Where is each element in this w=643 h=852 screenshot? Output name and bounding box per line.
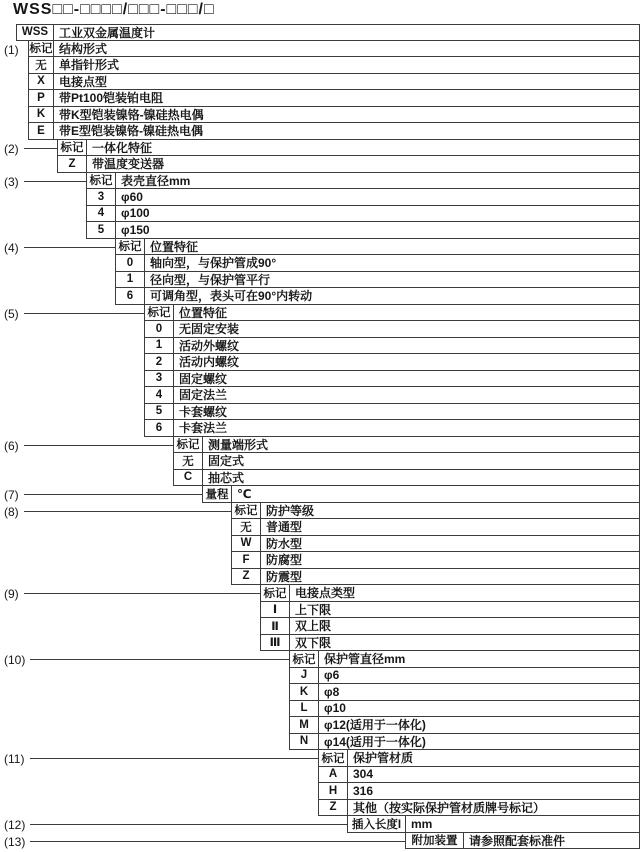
- option-row: [28, 74, 640, 91]
- section-header-row: [173, 437, 640, 454]
- desc-cell: 带温度变送器: [92, 157, 165, 172]
- code-cell: A: [319, 767, 348, 783]
- section-number: (13): [4, 834, 26, 849]
- leader-line: [30, 758, 318, 759]
- option-row: [28, 107, 640, 124]
- section-header-row: [57, 140, 640, 157]
- desc-cell: 径向型，与保护管平行: [150, 272, 271, 287]
- option-row: [231, 552, 640, 569]
- code-cell: C: [174, 470, 203, 486]
- option-row: [115, 288, 640, 305]
- option-row: [28, 123, 640, 140]
- code-cell: 标记: [290, 651, 319, 667]
- leader-line: [24, 593, 260, 594]
- option-row: [28, 57, 640, 74]
- option-row: [115, 272, 640, 289]
- desc-cell: 带K型铠装镍铬-镍硅热电偶: [59, 107, 204, 122]
- option-row: [115, 255, 640, 272]
- code-cell: Z: [58, 156, 87, 172]
- code-cell: F: [232, 552, 261, 568]
- desc-cell: φ150: [121, 222, 150, 237]
- desc-cell: 位置特征: [179, 305, 228, 320]
- desc-cell: 表壳直径mm: [121, 173, 191, 188]
- code-cell: 6: [116, 288, 145, 304]
- desc-cell: φ60: [121, 189, 143, 204]
- code-cell: N: [290, 734, 319, 750]
- option-row: [231, 569, 640, 586]
- option-row: [318, 800, 640, 817]
- leader-line: [30, 659, 289, 660]
- code-cell: M: [290, 717, 319, 733]
- code-cell: L: [290, 701, 319, 717]
- desc-cell: 工业双金属温度计: [59, 25, 156, 40]
- code-cell: 标记: [116, 239, 145, 255]
- leader-line: [24, 445, 173, 446]
- desc-cell: 固定法兰: [179, 388, 228, 403]
- desc-cell: 防震型: [266, 569, 303, 584]
- section-number: (12): [4, 818, 26, 832]
- desc-cell: 304: [353, 767, 374, 782]
- code-cell: Z: [232, 569, 261, 585]
- code-cell: 标记: [232, 503, 261, 519]
- section-header-row: [144, 305, 640, 322]
- leader-line: [24, 181, 86, 182]
- leader-line: [24, 313, 144, 314]
- code-cell: 1: [116, 272, 145, 288]
- desc-cell: 保护管材质: [353, 751, 414, 766]
- code-cell: Z: [319, 800, 348, 816]
- section-header-row: [115, 239, 640, 256]
- model-code-title: WSS□□-□□□□/□□□-□□□/□: [13, 1, 215, 18]
- code-cell: X: [29, 74, 54, 90]
- section-number: (2): [4, 141, 19, 156]
- code-cell: 5: [145, 404, 174, 420]
- desc-cell: 可调角型，表头可在90°内转动: [150, 289, 313, 304]
- code-cell: E: [29, 123, 54, 139]
- option-row: [318, 783, 640, 800]
- desc-cell: 结构形式: [59, 41, 108, 56]
- section-number: (8): [4, 504, 19, 519]
- section-number: (5): [4, 306, 19, 321]
- desc-cell: 防护等级: [266, 503, 315, 518]
- section-header-row: [405, 833, 640, 850]
- option-row: [86, 189, 640, 206]
- leader-line: [30, 824, 347, 825]
- desc-cell: 带Pt100铠装铂电阻: [59, 91, 164, 106]
- desc-cell: 请参照配套标准件: [469, 833, 566, 848]
- code-cell: 6: [145, 420, 174, 436]
- section-number: (4): [4, 240, 19, 255]
- desc-cell: φ10: [324, 701, 346, 716]
- section-number: (6): [4, 438, 19, 453]
- section-number: (1): [4, 42, 19, 57]
- section-number: (10): [4, 653, 26, 667]
- option-row: [86, 206, 640, 223]
- code-cell: P: [29, 90, 54, 106]
- desc-cell: 电接点型: [59, 74, 108, 89]
- desc-cell: 固定式: [208, 454, 245, 469]
- desc-cell: φ14(适用于一体化): [324, 734, 426, 749]
- option-row: [144, 354, 640, 371]
- desc-cell: 带E型铠装镍铬-镍硅热电偶: [59, 124, 204, 139]
- option-row: [289, 734, 640, 751]
- code-cell: 标记: [174, 437, 203, 453]
- desc-cell: 卡套法兰: [179, 421, 228, 436]
- section-header-row: [289, 651, 640, 668]
- desc-cell: ℃: [237, 486, 252, 501]
- desc-cell: 活动外螺纹: [179, 338, 240, 353]
- option-row: [289, 684, 640, 701]
- code-cell: K: [29, 107, 54, 123]
- desc-cell: 卡套螺纹: [179, 404, 228, 419]
- leader-line: [24, 148, 57, 149]
- code-cell: K: [290, 684, 319, 700]
- desc-cell: φ8: [324, 684, 340, 699]
- option-row: [144, 420, 640, 437]
- desc-cell: 单指针形式: [59, 58, 120, 73]
- leader-line: [24, 247, 115, 248]
- desc-cell: 固定螺纹: [179, 371, 228, 386]
- option-row: [144, 321, 640, 338]
- option-row: [260, 618, 640, 635]
- product-header-row: [16, 24, 640, 41]
- option-row: [260, 635, 640, 652]
- desc-cell: 其他（按实际保护管材质牌号标记）: [353, 800, 546, 815]
- code-cell: 无: [29, 57, 54, 73]
- code-cell: Ⅲ: [261, 635, 290, 651]
- code-cell: W: [232, 536, 261, 552]
- option-row: [144, 371, 640, 388]
- option-row: [231, 536, 640, 553]
- desc-cell: 防腐型: [266, 553, 303, 568]
- section-number: (7): [4, 488, 19, 502]
- code-cell: J: [290, 668, 319, 684]
- code-cell: 3: [87, 189, 116, 205]
- option-row: [318, 767, 640, 784]
- desc-cell: 测量端形式: [208, 437, 269, 452]
- section-header-row: [318, 750, 640, 767]
- desc-cell: 防水型: [266, 536, 303, 551]
- code-cell: 5: [87, 222, 116, 238]
- code-cell: 无: [232, 519, 261, 535]
- desc-cell: 双下限: [295, 635, 332, 650]
- code-cell: Ⅰ: [261, 602, 290, 618]
- desc-cell: φ12(适用于一体化): [324, 718, 426, 733]
- leader-line: [24, 494, 202, 495]
- desc-cell: 普通型: [266, 520, 303, 535]
- desc-cell: 抽芯式: [208, 470, 245, 485]
- option-row: [144, 387, 640, 404]
- option-row: [260, 602, 640, 619]
- option-row: [28, 90, 640, 107]
- option-row: [57, 156, 640, 173]
- code-cell: Ⅱ: [261, 618, 290, 634]
- desc-cell: 电接点类型: [295, 586, 356, 601]
- code-cell: 标记: [261, 585, 290, 601]
- desc-cell: mm: [411, 816, 433, 831]
- desc-cell: 位置特征: [150, 239, 199, 254]
- code-cell: 量程: [203, 486, 232, 502]
- option-row: [173, 453, 640, 470]
- code-cell: 3: [145, 371, 174, 387]
- option-row: [144, 404, 640, 421]
- code-cell: H: [319, 783, 348, 799]
- section-number: (3): [4, 174, 19, 189]
- code-cell: 4: [87, 206, 116, 222]
- code-cell: 标记: [87, 173, 116, 189]
- code-cell: 标记: [319, 750, 348, 766]
- leader-line: [24, 511, 231, 512]
- code-cell: 标记: [145, 305, 174, 321]
- code-cell: 4: [145, 387, 174, 403]
- section-header-row: [202, 486, 640, 503]
- option-row: [289, 668, 640, 685]
- code-cell: 0: [116, 255, 145, 271]
- option-row: [173, 470, 640, 487]
- option-row: [144, 338, 640, 355]
- desc-cell: 保护管直径mm: [324, 652, 406, 667]
- code-cell: 1: [145, 338, 174, 354]
- option-row: [289, 701, 640, 718]
- desc-cell: 316: [353, 783, 374, 798]
- desc-cell: φ6: [324, 668, 340, 683]
- option-row: [231, 519, 640, 536]
- code-cell: 标记: [29, 41, 54, 57]
- option-row: [289, 717, 640, 734]
- section-number: (9): [4, 587, 19, 601]
- section-header-row: [28, 41, 640, 58]
- desc-cell: 无固定安装: [179, 322, 240, 337]
- section-number: (11): [4, 752, 25, 766]
- code-cell: 2: [145, 354, 174, 370]
- section-header-row: [231, 503, 640, 520]
- desc-cell: 活动内螺纹: [179, 355, 240, 370]
- option-row: [86, 222, 640, 239]
- desc-cell: 轴向型，与保护管成90°: [150, 256, 277, 271]
- code-cell: WSS: [17, 25, 54, 40]
- desc-cell: 一体化特征: [92, 140, 153, 155]
- code-cell: 标记: [58, 140, 87, 156]
- code-cell: 无: [174, 453, 203, 469]
- section-header-row: [260, 585, 640, 602]
- section-header-row: [347, 816, 640, 833]
- desc-cell: 上下限: [295, 602, 332, 617]
- code-cell: 插入长度I: [348, 816, 406, 832]
- leader-line: [30, 841, 405, 842]
- desc-cell: 双上限: [295, 619, 332, 634]
- section-header-row: [86, 173, 640, 190]
- code-cell: 附加装置: [406, 833, 464, 849]
- code-cell: 0: [145, 321, 174, 337]
- desc-cell: φ100: [121, 206, 150, 221]
